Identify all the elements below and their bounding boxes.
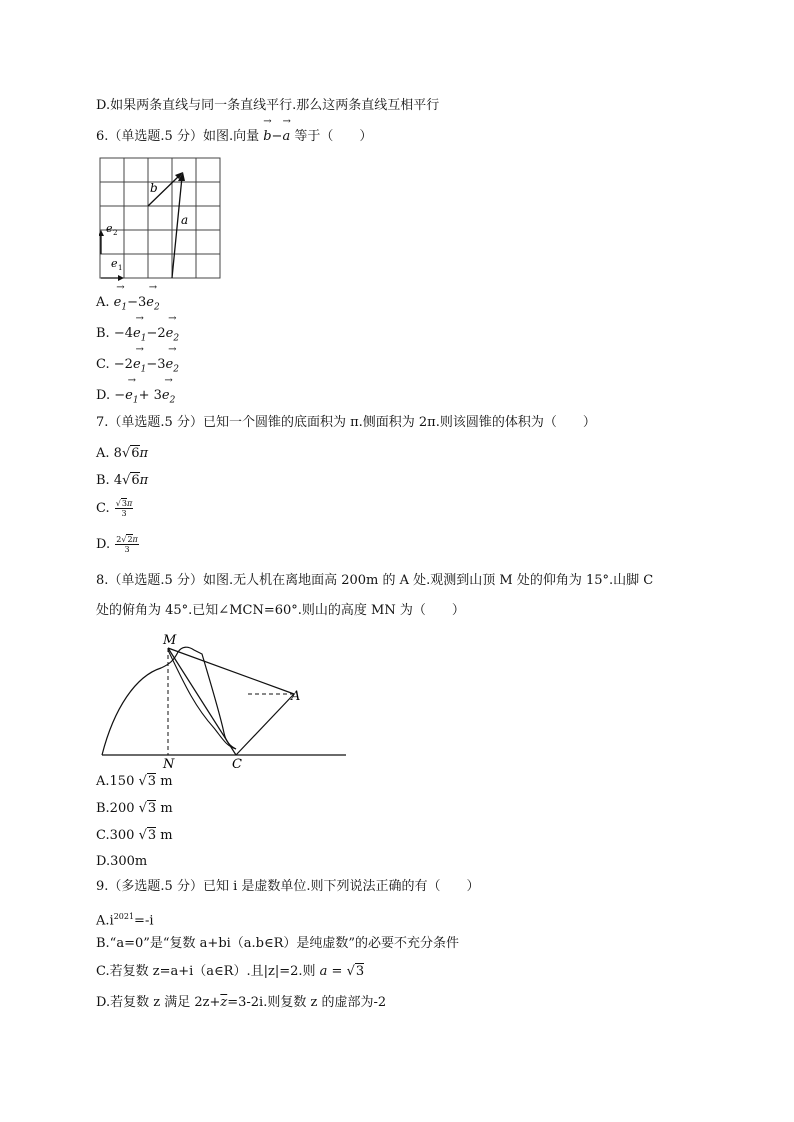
q7-option-c: C. $\frac{√3\pi}{3}$	[96, 499, 133, 518]
q6-fig-label-e2: e	[106, 222, 113, 235]
q7-option-a: A. 8√6π	[96, 446, 149, 461]
q6-option-a-e1: → $e_1$	[114, 294, 127, 317]
q6-grid	[100, 158, 220, 278]
q6-option-a-op: −3	[127, 295, 147, 310]
q6-option-c-coef: −2	[113, 357, 133, 372]
q9-option-b: B.“a=0”是“复数 a+bi（a.b∈R）是纯虚数”的必要不充分条件	[96, 936, 460, 951]
q8-label-N: N	[163, 757, 175, 772]
q8-stem-line1: 8.（单选题.5 分）如图.无人机在离地面高 200m 的 A 处.观测到山顶 M 处的仰角为 15°.山脚 C	[96, 573, 654, 588]
q6-option-b-e2: → $e_2$	[166, 325, 179, 348]
q6-option-d-op: + 3	[138, 388, 162, 403]
q6-option-b-coef: −4	[113, 326, 133, 341]
q6-option-c-op: −3	[146, 357, 166, 372]
q6-fig-label-e1-sub: 1	[118, 264, 123, 272]
q8-option-b: B.200 √3 m	[96, 801, 173, 816]
q8-label-M: M	[163, 633, 177, 648]
q6-minus: −	[271, 129, 283, 144]
q6-stem-suffix: 等于（ ）	[294, 129, 373, 144]
q8-option-c: C.300 √3 m	[96, 828, 173, 843]
q6-option-d	[96, 387, 175, 410]
q8-line-AC	[236, 694, 294, 755]
q8-option-d: D.300m	[96, 854, 148, 869]
q8-mountain-figure	[96, 628, 352, 772]
q6-option-d-label: D.	[96, 388, 111, 403]
q7-option-d: D. $\frac{2√2\pi}{3}$	[96, 535, 138, 554]
q6-option-a-label: A.	[96, 295, 110, 310]
q6-fig-label-b: b	[150, 181, 158, 195]
q8-line-MC	[168, 648, 236, 755]
q9-option-a: $A.i^{2021}=-i$	[96, 912, 154, 929]
q8-stem-line2: 处的俯角为 45°.已知∠MCN=60°.则山的高度 MN 为（ ）	[96, 603, 465, 618]
q7-stem: 7.（单选题.5 分）已知一个圆锥的底面积为 π.侧面积为 2π.则该圆锥的体积为（ ）	[96, 415, 596, 430]
q9-option-d: D.若复数 z 满足 $2z+\overline{z}=3-2i$.则复数 z 的虚部为-2	[96, 995, 387, 1010]
q6-option-d-e2: → $e_2$	[162, 387, 175, 410]
q9-option-c: C.若复数 z=a+i（a∈R）.且|z|=2.则 a = √3	[96, 964, 365, 979]
q5-option-d: D.如果两条直线与同一条直线平行.那么这两条直线互相平行	[96, 98, 440, 113]
q6-option-d-coef: −	[114, 388, 126, 403]
q6-fig-label-e2-sub: 2	[113, 229, 118, 237]
q6-option-c-e1: → $e_1$	[133, 356, 146, 379]
q6-vector-b: → b	[263, 128, 271, 146]
q6-grid-figure	[99, 157, 223, 281]
q6-option-b-e1: → $e_1$	[133, 325, 146, 348]
q8-option-a: A.150 √3 m	[96, 774, 173, 789]
q8-label-C: C	[232, 757, 242, 772]
q6-option-a-e2: → $e_2$	[146, 294, 159, 317]
q8-mountain-outline	[102, 647, 236, 755]
q6-stem	[96, 128, 372, 146]
q7-option-c-fraction: $\frac{√3\pi}{3}$	[115, 499, 133, 518]
q6-option-d-e1: → $e_1$	[125, 387, 138, 410]
q6-stem-prefix: 6.（单选题.5 分）如图.向量	[96, 129, 260, 144]
q6-option-a	[96, 294, 160, 317]
q6-fig-label-a: a	[181, 213, 189, 227]
q7-option-b: B. 4√6π	[96, 473, 149, 488]
q6-fig-label-e1: e	[111, 257, 118, 270]
q6-vector-a: → a	[282, 128, 290, 146]
q8-label-A: A	[291, 689, 301, 704]
q6-e1-arrow	[101, 275, 124, 281]
q6-option-b-op: −2	[146, 326, 166, 341]
q6-option-c-e2: → $e_2$	[166, 356, 179, 379]
q9-stem: 9.（多选题.5 分）已知 i 是虚数单位.则下列说法正确的有（ ）	[96, 879, 480, 894]
q7-option-d-fraction: $\frac{2√2\pi}{3}$	[116, 535, 138, 554]
q6-option-b-label: B.	[96, 326, 110, 341]
q6-option-c-label: C.	[96, 357, 110, 372]
